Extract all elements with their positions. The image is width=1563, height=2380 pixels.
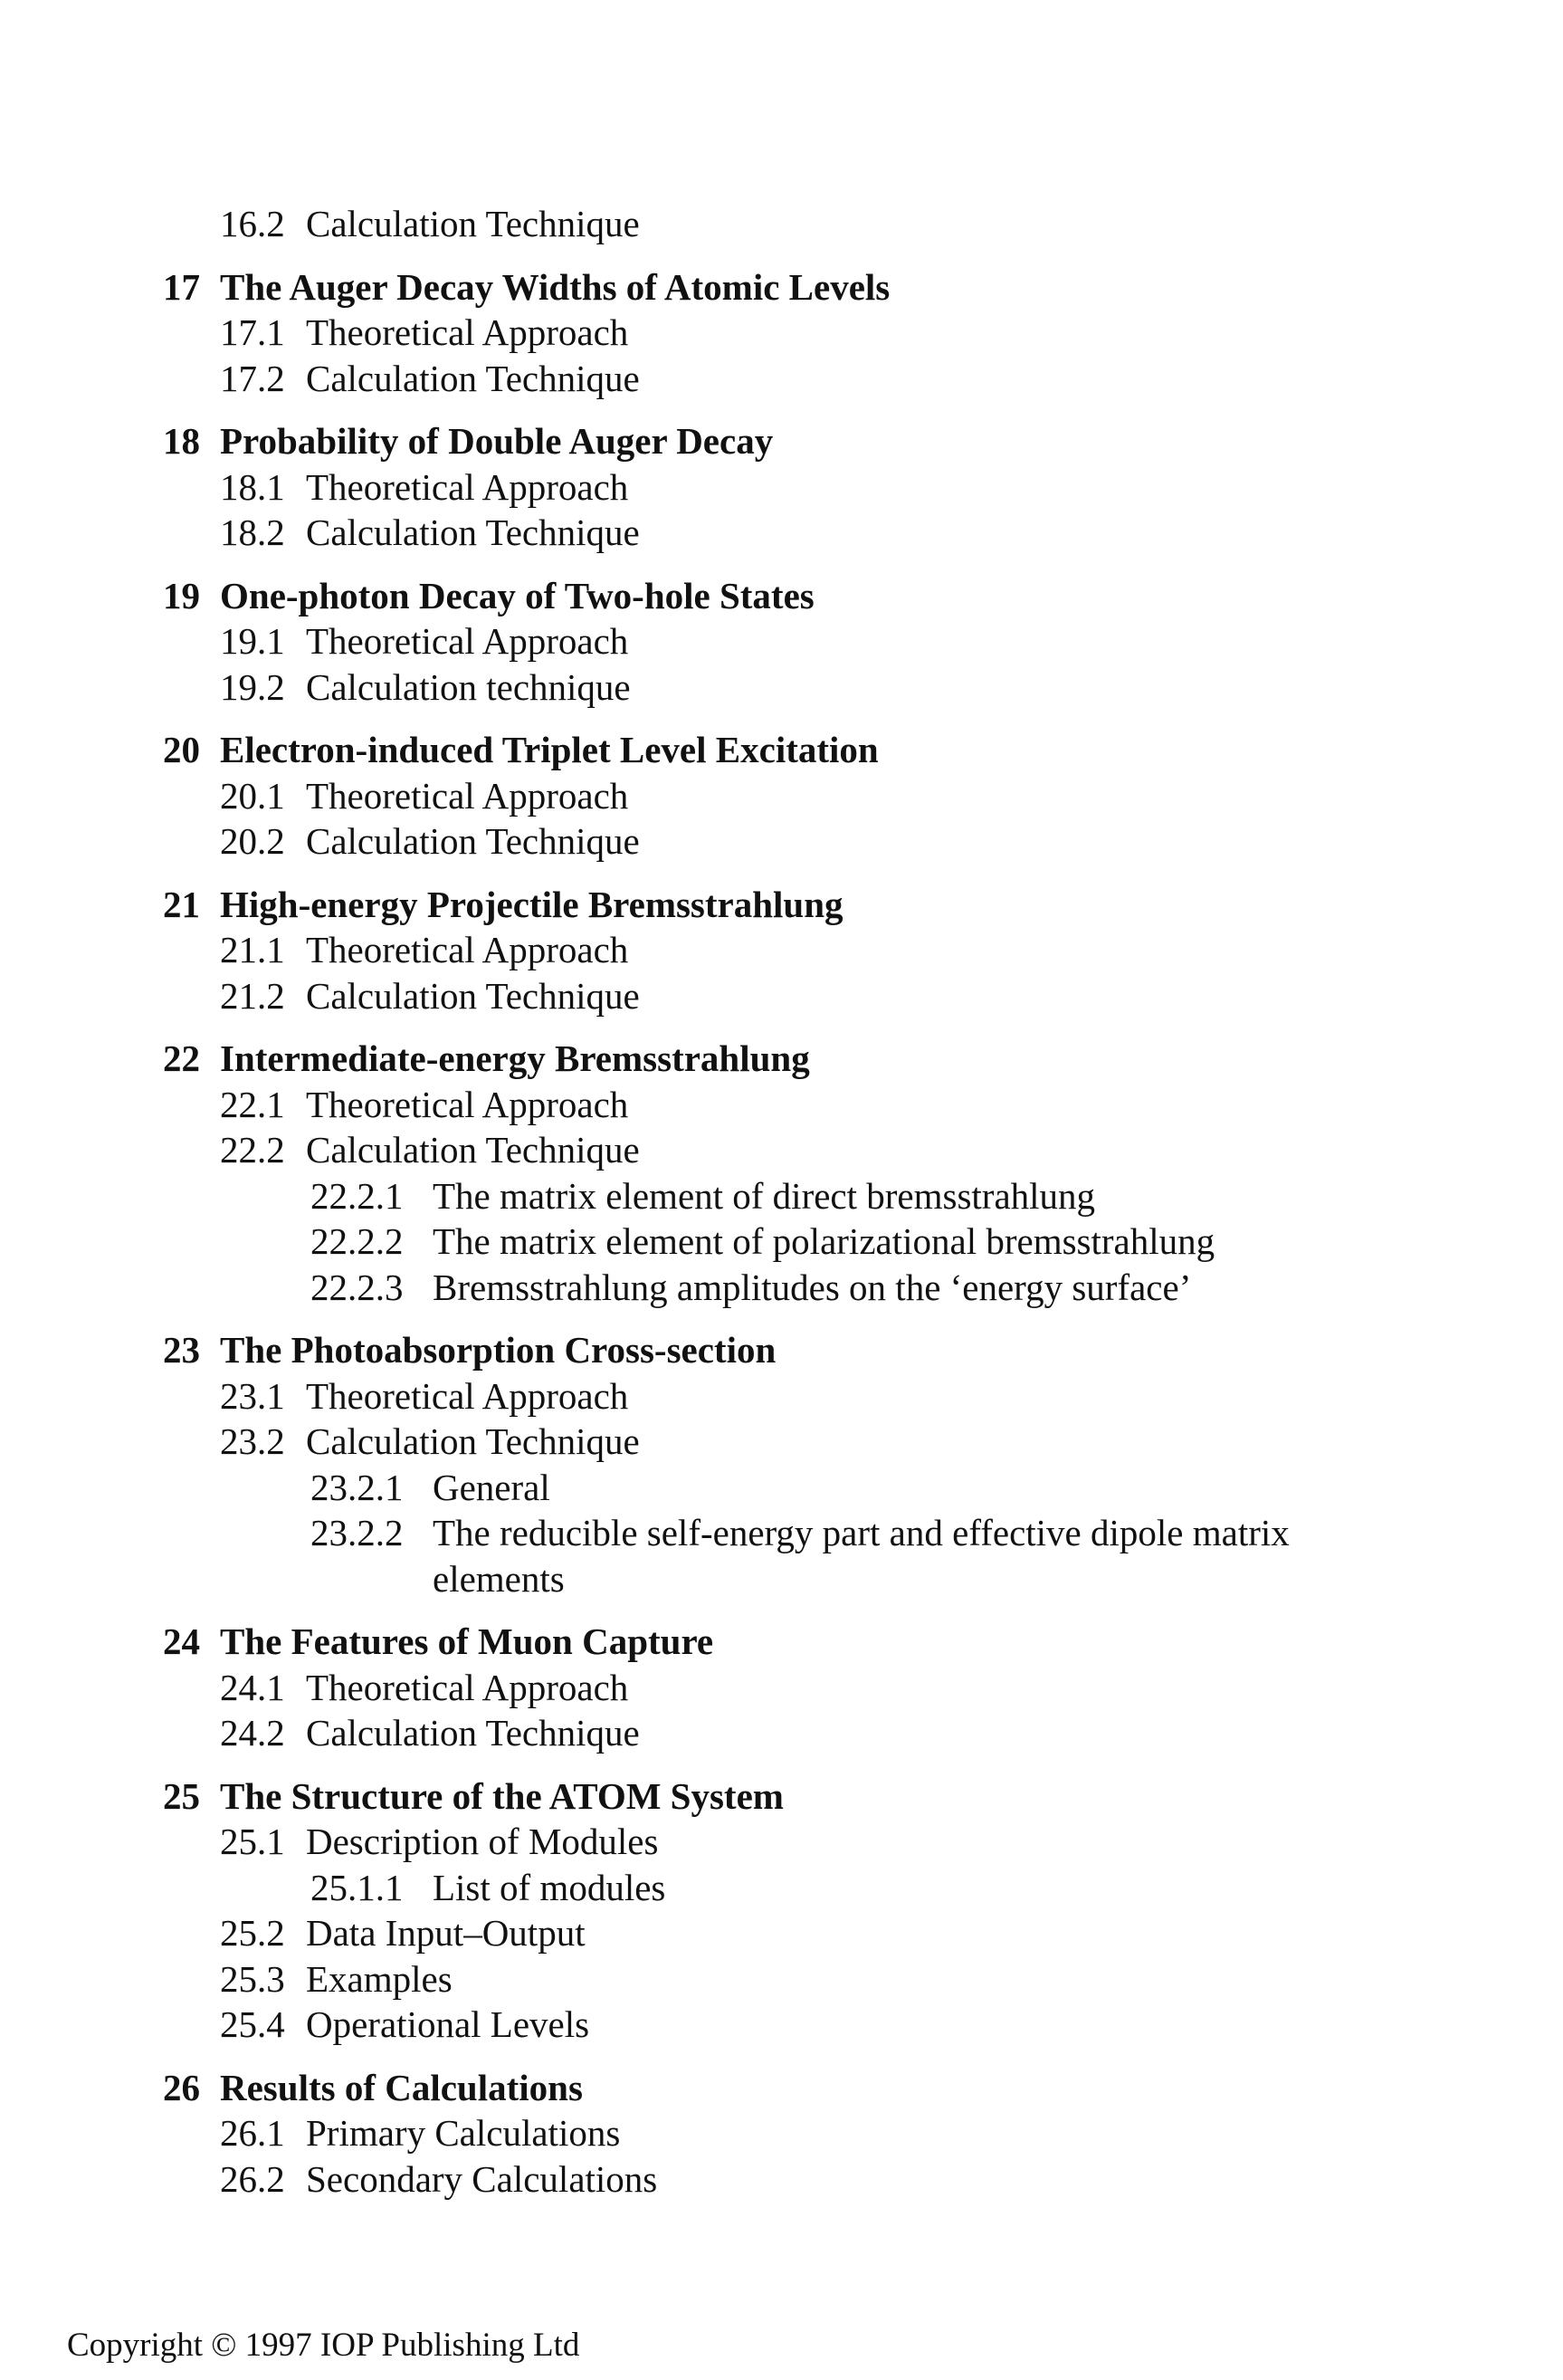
toc-entry-number: 21.1 [220, 929, 285, 970]
toc-chapter-entry[interactable] [163, 1773, 1430, 1820]
toc-section-entry[interactable] [163, 464, 1430, 511]
toc-entry-title: Calculation Technique [306, 820, 640, 862]
toc-section-entry[interactable] [163, 973, 1430, 1019]
toc-entry-number: 23.2.2 [310, 1512, 404, 1553]
toc-entry-title: Bremsstrahlung amplitudes on the ‘energy surface’ [433, 1266, 1192, 1308]
toc-entry-number: 24 [163, 1620, 200, 1662]
toc-section-entry[interactable] [163, 1082, 1430, 1128]
toc-entry-number: 18.1 [220, 465, 285, 508]
toc-entry-title: Calculation Technique [306, 511, 640, 553]
toc-entry-title: The Auger Decay Widths of Atomic Levels [220, 265, 891, 308]
toc-chapter-entry[interactable] [163, 2065, 1430, 2111]
toc-entry-number: 16.2 [220, 203, 285, 244]
toc-entry-title: The matrix element of direct bremsstrahlung [433, 1174, 1096, 1217]
toc-section-entry[interactable] [163, 356, 1430, 402]
toc-entry-title: elements [433, 1557, 565, 1600]
toc-entry-number: 18 [163, 420, 200, 462]
toc-section-entry[interactable] [163, 310, 1430, 356]
toc-entry-number: 19.1 [220, 620, 285, 662]
toc-entry-title: Calculation Technique [306, 1420, 640, 1462]
toc-entry-number: 22.2.3 [310, 1266, 404, 1308]
toc-section-entry[interactable] [163, 1373, 1430, 1419]
toc-entry-number: 25 [163, 1774, 200, 1817]
toc-section-entry[interactable] [163, 818, 1430, 865]
toc-entry-title: Primary Calculations [306, 2112, 621, 2154]
toc-entry-number: 19.2 [220, 665, 285, 708]
toc-entry-number: 22.1 [220, 1083, 285, 1125]
toc-subsection-entry[interactable] [163, 1510, 1430, 1556]
toc-entry-number: 22.2.2 [310, 1220, 404, 1262]
toc-entry-title: Calculation technique [306, 665, 631, 708]
toc-chapter-entry[interactable] [163, 1327, 1430, 1373]
toc-entry-number: 25.4 [220, 2003, 285, 2045]
toc-entry-number: 22.2 [220, 1129, 285, 1171]
toc-entry-title: High-energy Projectile Bremsstrahlung [220, 883, 843, 925]
toc-entry-number: 20.2 [220, 820, 285, 862]
toc-chapter-entry[interactable] [163, 573, 1430, 619]
toc-entry-number: 21 [163, 883, 200, 925]
toc-entry-title: The Photoabsorption Cross-section [220, 1329, 777, 1371]
toc-entry-title: Operational Levels [306, 2003, 590, 2045]
toc-entry-number: 20 [163, 729, 200, 770]
toc-entry-title: Secondary Calculations [306, 2157, 658, 2200]
toc-section-entry[interactable] [163, 510, 1430, 556]
toc-section-entry[interactable] [163, 1127, 1430, 1173]
toc-entry-title: Description of Modules [306, 1821, 659, 1862]
copyright-footer: Copyright © 1997 IOP Publishing Ltd [67, 2327, 580, 2364]
toc-section-entry[interactable] [163, 201, 1430, 247]
toc-entry-title: Examples [306, 1957, 453, 2000]
toc-section-entry[interactable] [163, 1665, 1430, 1711]
toc-section-entry[interactable] [163, 1710, 1430, 1756]
toc-entry-title: Intermediate-energy Bremsstrahlung [220, 1037, 810, 1079]
toc-entry-number: 26 [163, 2066, 200, 2108]
toc-entry-number: 25.2 [220, 1912, 285, 1954]
toc-entry-number: 20.1 [220, 774, 285, 817]
toc-entry-number: 18.2 [220, 511, 285, 553]
toc-section-entry[interactable] [163, 1419, 1430, 1465]
toc-section-entry[interactable] [163, 1819, 1430, 1865]
toc-entry-number: 26.1 [220, 2112, 285, 2154]
toc-entry-title: Theoretical Approach [306, 1374, 629, 1417]
toc-entry-title: List of modules [433, 1866, 666, 1908]
toc-section-entry[interactable] [163, 773, 1430, 819]
toc-section-entry[interactable] [163, 2156, 1430, 2203]
toc-chapter-entry[interactable] [163, 1619, 1430, 1665]
toc-subsection-entry[interactable] [163, 1865, 1430, 1911]
toc-entry-number: 17 [163, 265, 200, 308]
toc-chapter-entry[interactable] [163, 727, 1430, 773]
toc-entry-title: Theoretical Approach [306, 311, 629, 353]
toc-chapter-entry[interactable] [163, 264, 1430, 311]
toc-section-entry[interactable] [163, 927, 1430, 973]
toc-entry-number: 24.2 [220, 1712, 285, 1754]
toc-entry-number: 23.2 [220, 1420, 285, 1462]
toc-subsection-entry[interactable] [163, 1173, 1430, 1219]
toc-entry-title: Results of Calculations [220, 2066, 583, 2108]
toc-entry-title: Theoretical Approach [306, 465, 629, 508]
toc-section-entry[interactable] [163, 2110, 1430, 2156]
toc-entry-title: Calculation Technique [306, 1712, 640, 1754]
toc-entry-title: The Structure of the ATOM System [220, 1774, 784, 1817]
toc-entry-title: The reducible self-energy part and effective dipole matrix [433, 1512, 1290, 1553]
toc-entry-number: 26.2 [220, 2157, 285, 2200]
toc-subsection-entry[interactable] [163, 1265, 1430, 1311]
toc-entry-number: 23.2.1 [310, 1466, 404, 1508]
toc-entry-title: General [433, 1466, 550, 1508]
toc-entry-number: 22 [163, 1037, 200, 1079]
toc-entry-number: 22.2.1 [310, 1174, 404, 1217]
toc-entry-number: 25.1 [220, 1821, 285, 1862]
toc-entry-number: 21.2 [220, 974, 285, 1017]
toc-entry-title: Calculation Technique [306, 203, 640, 244]
toc-entry-title: Theoretical Approach [306, 1083, 629, 1125]
toc-section-entry[interactable] [163, 1910, 1430, 1956]
toc-entry-title: Theoretical Approach [306, 1666, 629, 1708]
toc-subsection-entry[interactable] [163, 1219, 1430, 1265]
toc-entry-title: Theoretical Approach [306, 620, 629, 662]
toc-entry-title: Calculation Technique [306, 1129, 640, 1171]
toc-entry-number: 25.3 [220, 1957, 285, 2000]
toc-entry-title: One-photon Decay of Two-hole States [220, 574, 815, 617]
toc-entry-number: 23.1 [220, 1374, 285, 1417]
toc-section-entry[interactable] [163, 1956, 1430, 2002]
toc-entry-number: 25.1.1 [310, 1866, 404, 1908]
toc-entry-title: The Features of Muon Capture [220, 1620, 714, 1662]
toc-entry-title: Data Input–Output [306, 1912, 586, 1954]
table-of-contents [163, 201, 1430, 2202]
toc-entry-number: 17.2 [220, 357, 285, 399]
toc-section-entry[interactable] [163, 618, 1430, 664]
toc-entry-title: Theoretical Approach [306, 929, 629, 970]
toc-entry-number: 19 [163, 574, 200, 617]
toc-entry-number: 17.1 [220, 311, 285, 353]
toc-chapter-entry[interactable] [163, 882, 1430, 928]
toc-chapter-entry[interactable] [163, 1036, 1430, 1082]
toc-entry-title: Calculation Technique [306, 974, 640, 1017]
toc-entry-title: Calculation Technique [306, 357, 640, 399]
toc-entry-title: The matrix element of polarizational bremsstrahlung [433, 1220, 1215, 1262]
toc-chapter-entry[interactable] [163, 418, 1430, 464]
toc-entry-title: Probability of Double Auger Decay [220, 420, 774, 462]
toc-entry-continuation[interactable] [163, 1556, 1430, 1602]
toc-entry-number: 23 [163, 1329, 200, 1371]
toc-section-entry[interactable] [163, 2002, 1430, 2048]
toc-entry-title: Theoretical Approach [306, 774, 629, 817]
toc-section-entry[interactable] [163, 664, 1430, 711]
toc-entry-title: Electron-induced Triplet Level Excitation [220, 729, 879, 770]
toc-subsection-entry[interactable] [163, 1465, 1430, 1511]
toc-entry-number: 24.1 [220, 1666, 285, 1708]
